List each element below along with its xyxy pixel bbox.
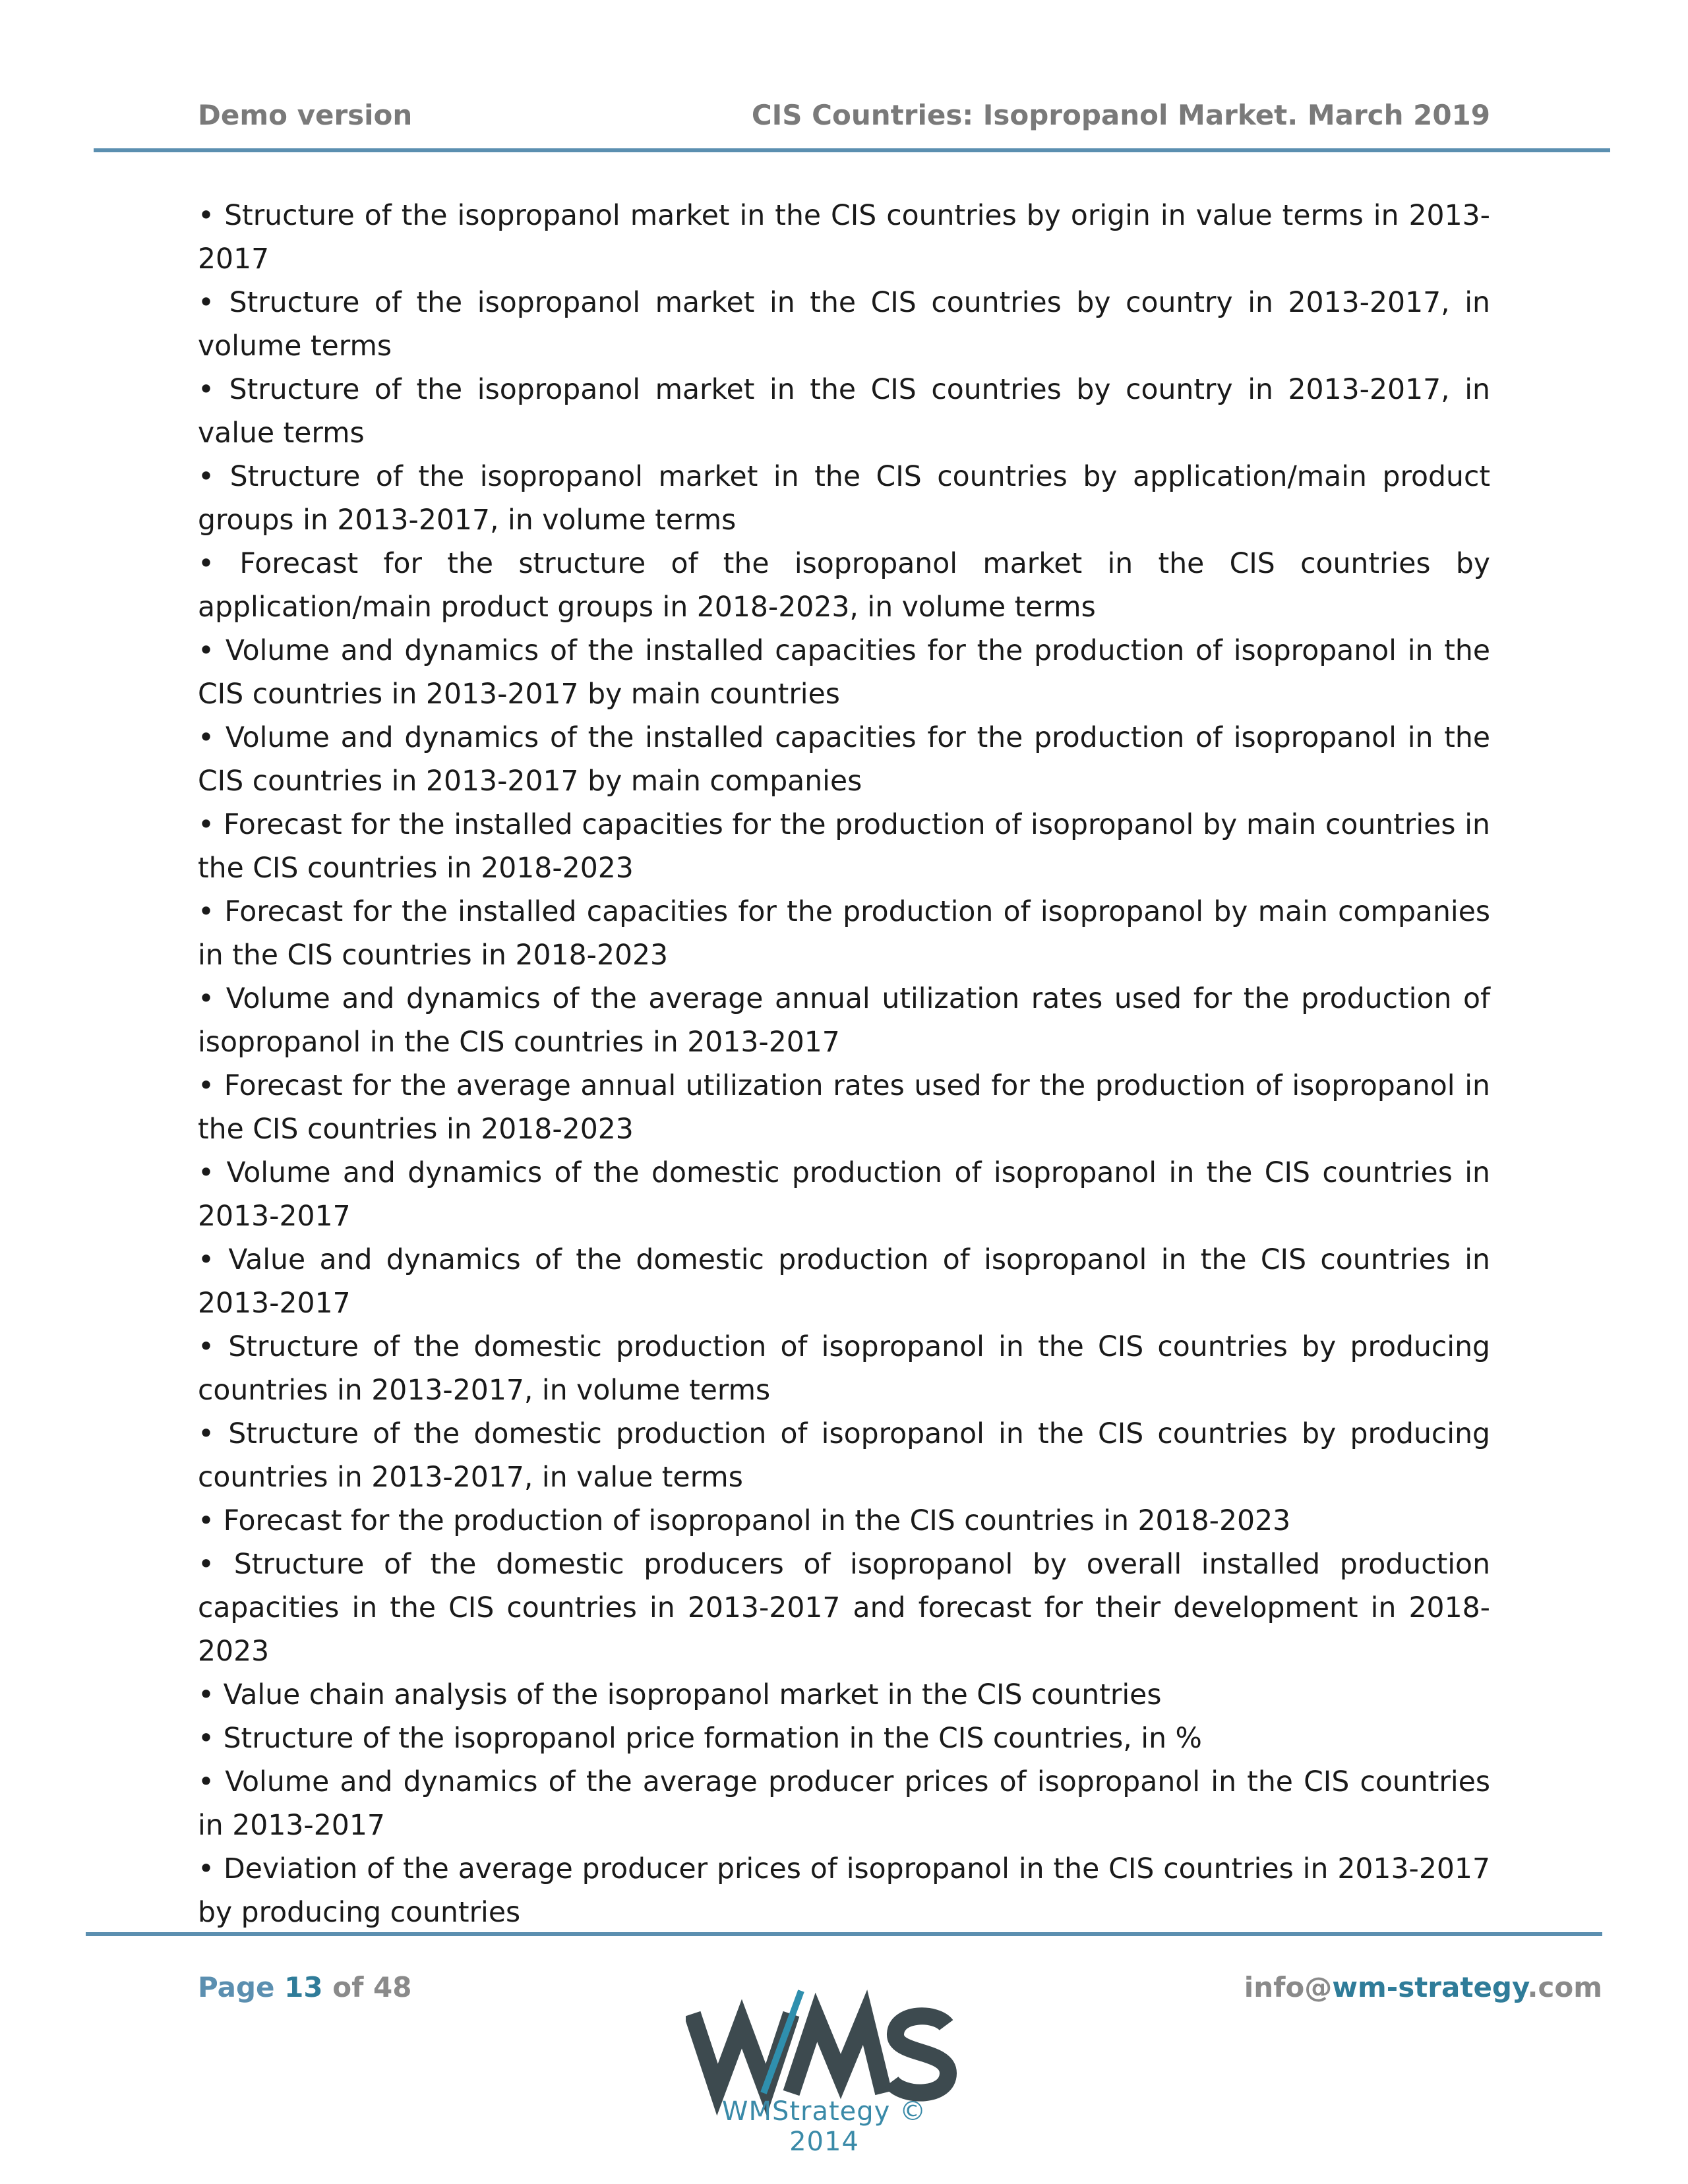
email-tld: .com — [1527, 1971, 1602, 2003]
page-prefix: Page — [198, 1971, 285, 2003]
list-item: • Volume and dynamics of the installed capacities for the production of isopropanol in the CIS countries in 2013-2017 by main countries — [198, 635, 1490, 711]
header-divider — [94, 148, 1610, 152]
page-number — [198, 1971, 411, 2003]
copyright-text: WMStrategy © 2014 — [721, 2096, 927, 2157]
contact-email-link[interactable] — [1244, 1971, 1602, 2003]
list-item: • Forecast for the installed capacities for the production of isopropanol by main companies in the CIS countries in 2018-2023 — [198, 896, 1490, 972]
email-domain: wm-strategy — [1332, 1971, 1528, 2003]
list-item: • Structure of the isopropanol market in the CIS countries by application/main product groups in 2013-2017, in volume terms — [198, 461, 1490, 537]
list-item: • Structure of the isopropanol market in the CIS countries by origin in value terms in 2013-2017 — [198, 200, 1490, 276]
current-page: 13 — [284, 1971, 323, 2003]
page-header — [198, 99, 1490, 138]
list-item: • Forecast for the average annual utilization rates used for the production of isopropanol in the CIS countries in 2018-2023 — [198, 1070, 1490, 1146]
list-item: • Structure of the domestic production of isopropanol in the CIS countries by producing countries in 2013-2017, in value terms — [198, 1418, 1490, 1494]
list-item: • Structure of the isopropanol market in the CIS countries by country in 2013-2017, in value terms — [198, 374, 1490, 450]
list-item: • Forecast for the production of isopropanol in the CIS countries in 2018-2023 — [198, 1505, 1291, 1537]
list-item: • Value chain analysis of the isopropanol market in the CIS countries — [198, 1679, 1162, 1711]
header-report-title: CIS Countries: Isopropanol Market. March 2019 — [751, 99, 1490, 131]
list-item: • Volume and dynamics of the average producer prices of isopropanol in the CIS countries in 2013-2017 — [198, 1766, 1490, 1842]
header-demo-label: Demo version — [198, 99, 413, 131]
list-item: • Structure of the domestic producers of isopropanol by overall installed production capacities in the CIS countries in 2013-2017 and forecast for their development in 2018-2023 — [198, 1549, 1490, 1668]
list-item: • Forecast for the installed capacities for the production of isopropanol by main countries in the CIS countries in 2018-2023 — [198, 809, 1490, 885]
list-item: • Volume and dynamics of the average annual utilization rates used for the production of isopropanol in the CIS countries in 2013-2017 — [198, 983, 1490, 1059]
list-item: • Volume and dynamics of the domestic production of isopropanol in the CIS countries in 2013-2017 — [198, 1157, 1490, 1233]
list-item: • Deviation of the average producer prices of isopropanol in the CIS countries in 2013-2017 by producing countries — [198, 1853, 1490, 1929]
list-item: • Forecast for the structure of the isopropanol market in the CIS countries by application/main product groups in 2018-2023, in volume terms — [198, 548, 1490, 624]
page-total: of 48 — [322, 1971, 412, 2003]
footer-divider — [86, 1932, 1602, 1936]
list-item: • Structure of the domestic production of isopropanol in the CIS countries by producing countries in 2013-2017, in volume terms — [198, 1331, 1490, 1407]
list-item: • Volume and dynamics of the installed capacities for the production of isopropanol in the CIS countries in 2013-2017 by main companies — [198, 722, 1490, 798]
bullet-list — [198, 194, 1490, 1935]
list-item: • Structure of the isopropanol market in the CIS countries by country in 2013-2017, in volume terms — [198, 287, 1490, 363]
list-item: • Value and dynamics of the domestic production of isopropanol in the CIS countries in 2013-2017 — [198, 1244, 1490, 1320]
email-user: info@ — [1244, 1971, 1333, 2003]
list-item: • Structure of the isopropanol price formation in the CIS countries, in % — [198, 1723, 1202, 1755]
